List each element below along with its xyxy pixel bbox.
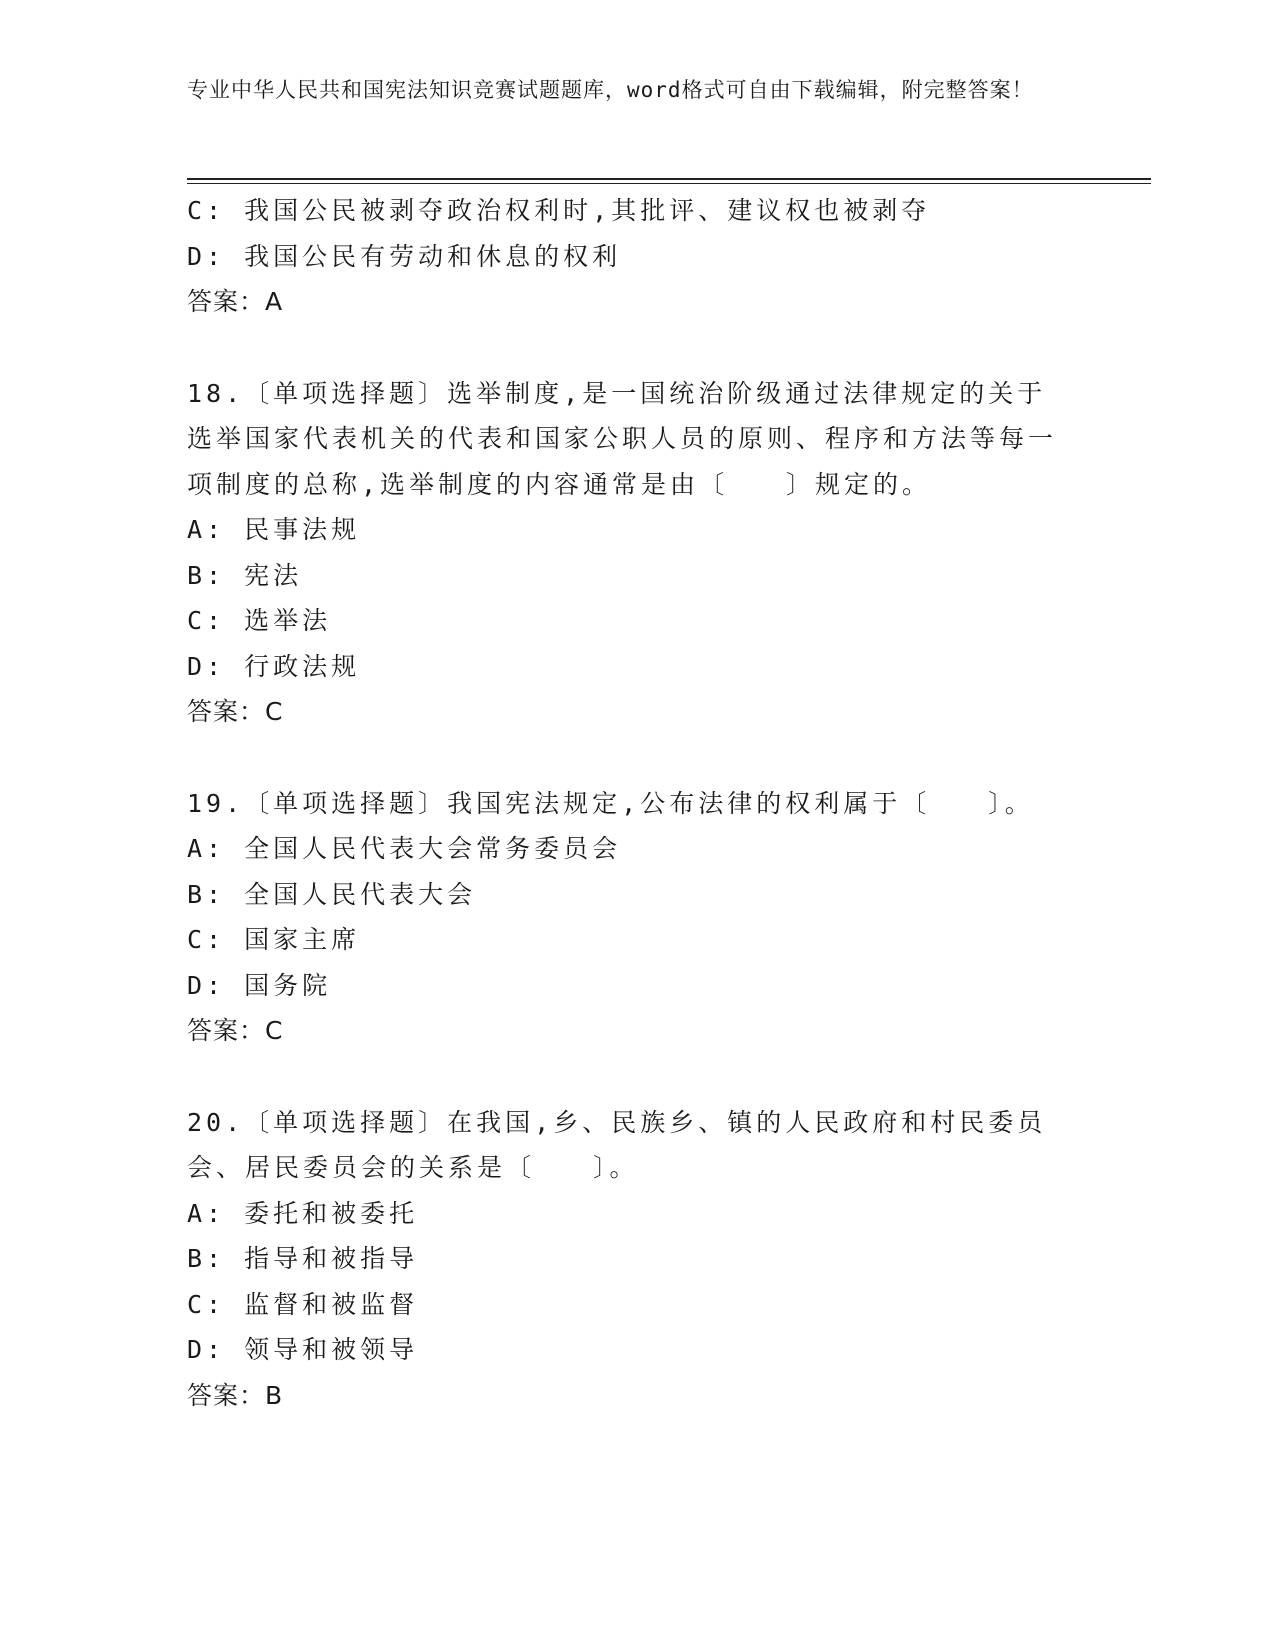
option-a: A: 民事法规 — [187, 515, 361, 544]
option-c: C: 监督和被监督 — [187, 1289, 419, 1319]
option-d: D: 领导和被领导 — [187, 1335, 419, 1364]
option-d: D: 行政法规 — [187, 651, 361, 681]
question-18 — [187, 371, 1067, 735]
option-d: D: 国务院 — [187, 970, 332, 1000]
header-divider-thin — [187, 183, 1151, 184]
spacer — [187, 325, 1067, 371]
option-b: B: 宪法 — [187, 560, 303, 590]
option-d: D: 我国公民有劳动和休息的权利 — [187, 241, 622, 271]
spacer — [187, 735, 1067, 781]
answer-line: 答案：C — [187, 697, 284, 726]
question-text: 20.〔单项选择题〕在我国,乡、民族乡、镇的人民政府和村民委员会、居民委员会的关系是〔 〕。 — [187, 1107, 1047, 1182]
document-header: 专业中华人民共和国宪法知识竞赛试题题库，word格式可自由下载编辑，附完整答案！ — [187, 78, 1034, 102]
answer-line: 答案：C — [187, 1016, 284, 1045]
answer-line: 答案：B — [187, 1380, 284, 1410]
spacer — [187, 1054, 1067, 1100]
question-19 — [187, 781, 1067, 1054]
header-divider-thick — [187, 178, 1151, 180]
question-20 — [187, 1100, 1067, 1419]
question-list — [187, 188, 1067, 1418]
answer-line: 答案：A — [187, 287, 284, 316]
option-a: A: 委托和被委托 — [187, 1198, 419, 1228]
question-text: 19.〔单项选择题〕我国宪法规定,公布法律的权利属于〔 〕。 — [187, 788, 1034, 818]
option-a: A: 全国人民代表大会常务委员会 — [187, 834, 622, 863]
option-c: C: 选举法 — [187, 606, 332, 635]
option-b: B: 全国人民代表大会 — [187, 879, 477, 909]
option-b: B: 指导和被指导 — [187, 1244, 419, 1273]
question-text: 18.〔单项选择题〕选举制度,是一国统治阶级通过法律规定的关于选举国家代表机关的代表和国家公职人员的原则、程序和方法等每一项制度的总称,选举制度的内容通常是由〔 〕规定的。 — [187, 378, 1058, 499]
option-c: C: 国家主席 — [187, 925, 361, 954]
option-c: C: 我国公民被剥夺政治权利时,其批评、建议权也被剥夺 — [187, 196, 931, 225]
